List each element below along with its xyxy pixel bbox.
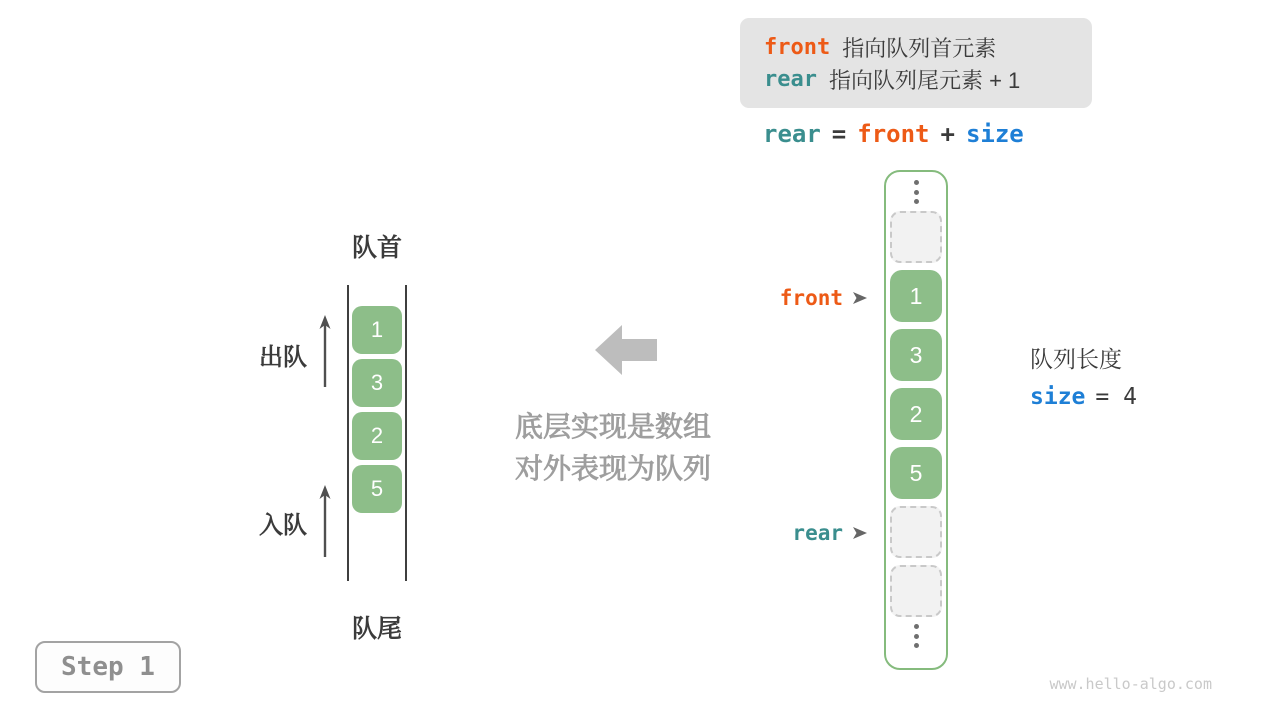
- ellipsis-dot: [914, 634, 919, 639]
- watermark: www.hello-algo.com: [1049, 675, 1212, 693]
- ellipsis-dots: [914, 624, 919, 648]
- size-value: = 4: [1095, 384, 1137, 410]
- queue-rear-label: 队尾: [351, 615, 402, 643]
- array-cell-value: 2: [890, 388, 942, 440]
- array-cell-value: 3: [890, 329, 942, 381]
- rear-pointer-label: rear: [792, 521, 843, 545]
- queue-cell: 2: [352, 412, 402, 460]
- queue-channel: [347, 285, 407, 581]
- pointer-legend-box: [740, 18, 1092, 108]
- queue-cell: 3: [352, 359, 402, 407]
- array-cell-value: 1: [890, 270, 942, 322]
- legend-keyword: front: [764, 34, 831, 60]
- formula-token: =: [831, 120, 847, 148]
- left-block-arrow-icon: [595, 322, 657, 378]
- legend-text: 指向队列尾元素 + 1: [828, 67, 1021, 93]
- rear-pointer: [758, 519, 868, 547]
- front-pointer-arrow-icon: [852, 291, 868, 305]
- legend-line-1: [764, 31, 1092, 63]
- ellipsis-dot: [914, 180, 919, 185]
- rear-pointer-arrow-icon: [852, 526, 868, 540]
- queue-cell: 5: [352, 465, 402, 513]
- caption-line-1: 底层实现是数组: [514, 411, 711, 442]
- dequeue-label: 出队: [259, 344, 307, 371]
- dequeue-up-arrow-icon: [318, 315, 332, 387]
- ellipsis-dot: [914, 199, 919, 204]
- caption-text: [508, 406, 718, 490]
- formula-token: size: [965, 120, 1024, 148]
- front-pointer-label: front: [779, 286, 843, 310]
- size-keyword: size: [1030, 384, 1086, 410]
- formula-token: +: [940, 120, 955, 148]
- array-cell-empty: [890, 506, 942, 558]
- caption-line-2: 对外表现为队列: [514, 453, 711, 484]
- array-container: [884, 170, 948, 670]
- ellipsis-dots: [914, 180, 919, 204]
- legend-text: 指向队列首元素: [842, 35, 997, 61]
- formula-token: front: [857, 120, 930, 148]
- step-badge: Step 1: [35, 641, 181, 693]
- front-pointer: [758, 284, 868, 312]
- queue-length-label: 队列长度: [1030, 346, 1122, 372]
- rear-formula: [763, 119, 1024, 149]
- queue-front-label: 队首: [351, 234, 402, 262]
- array-cell-value: 5: [890, 447, 942, 499]
- ellipsis-dot: [914, 643, 919, 648]
- array-cell-empty: [890, 211, 942, 263]
- queue-cell: 1: [352, 306, 402, 354]
- array-cell-empty: [890, 565, 942, 617]
- legend-line-2: [764, 63, 1092, 95]
- ellipsis-dot: [914, 190, 919, 195]
- enqueue-up-arrow-icon: [318, 485, 332, 557]
- legend-keyword: rear: [764, 66, 817, 92]
- formula-token: rear: [763, 120, 821, 148]
- ellipsis-dot: [914, 624, 919, 629]
- queue-length-info: [1030, 341, 1137, 416]
- enqueue-label: 入队: [259, 512, 307, 539]
